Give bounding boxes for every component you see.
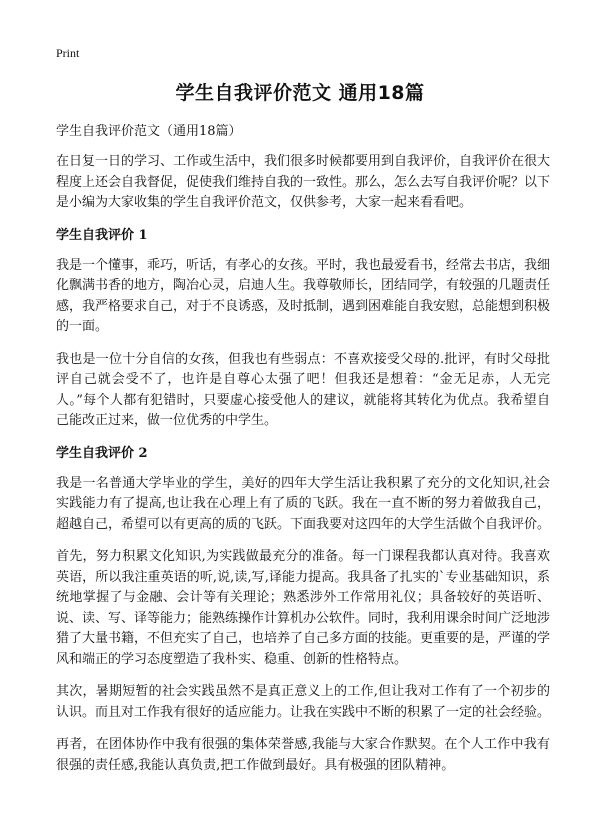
paragraph: 我是一名普通大学毕业的学生，美好的四年大学生活让我积累了充分的文化知识,社会实践能力有了提高,也让我在心理上有了质的飞跃。我在一直不断的努力着做我自己，超越自己，希望可以有更高的质的飞跃。下面我要对这四年的大学生活做个自我评价。 <box>56 475 551 532</box>
document-subtitle: 学生自我评价范文（通用18篇） <box>56 124 242 139</box>
paragraph: 再者，在团体协作中我有很强的集体荣誉感,我能与大家合作默契。在个人工作中我有很强的责任感,我能认真负责,把工作做到最好。具有极强的团队精神。 <box>56 737 550 773</box>
document-title: 学生自我评价范文 通用18篇 <box>175 82 425 104</box>
paragraph: 我是一个懂事，乖巧，听话，有孝心的女孩。平时，我也最爱看书，经常去书店，我细化飘满书香的地方，陶冶心灵，启迪人生。我尊敬师长，团结同学，有较强的几题责任感，我严格要求自己，对于不良诱惑，及时抵制，遇到困难能自我安慰，总能想到积极的一面。 <box>56 257 551 334</box>
paragraph: 其次，暑期短暂的社会实践虽然不是真正意义上的工作,但让我对工作有了一个初步的认识。而且对工作我有很好的适应能力。让我在实践中不断的积累了一定的社会经验。 <box>56 684 551 720</box>
section-heading: 学生自我评价 2 <box>56 445 148 461</box>
print-link[interactable]: Print <box>56 46 80 60</box>
section-2 <box>56 444 550 777</box>
section-1 <box>56 226 550 432</box>
paragraph: 首先，努力积累文化知识,为实践做最充分的准备。每一门课程我都认真对待。我喜欢英语，所以我注重英语的听,说,读,写,译能力提高。我具备了扎实的`专业基础知识，系统地掌握了与金融、会计等有关理论；熟悉涉外工作常用礼仪；具备较好的英语听、说、读、写、译等能力；能熟练操作计算机办公软件。同时，我利用课余时间广泛地涉猎了大量书籍，不但充实了自己，也培养了自己多方面的技能。更重要的是，严谨的学风和端正的学习态度塑造了我朴实、稳重、创新的性格特点。 <box>56 549 551 667</box>
intro-paragraph: 在日复一日的学习、工作或生活中，我们很多时候都要用到自我评价，自我评价在很大程度上还会自我督促，促使我们维持自我的一致性。那么，怎么去写自我评价呢？以下是小编为大家收集的学生自我评价范文，仅供参考，大家一起来看看吧。 <box>56 154 551 210</box>
section-heading: 学生自我评价 1 <box>56 227 148 243</box>
paragraph: 我也是一位十分自信的女孩，但我也有些弱点：不喜欢接受父母的.批评，有时父母批评自己就会受不了，也许是自尊心太强了吧！但我还是想着：“金无足赤，人无完人。”每个人都有犯错时，只要虚心接受他人的建议，就能将其转化为优点。我希望自己能改正过来，做一位优秀的中学生。 <box>56 351 550 428</box>
document-body <box>56 122 550 788</box>
